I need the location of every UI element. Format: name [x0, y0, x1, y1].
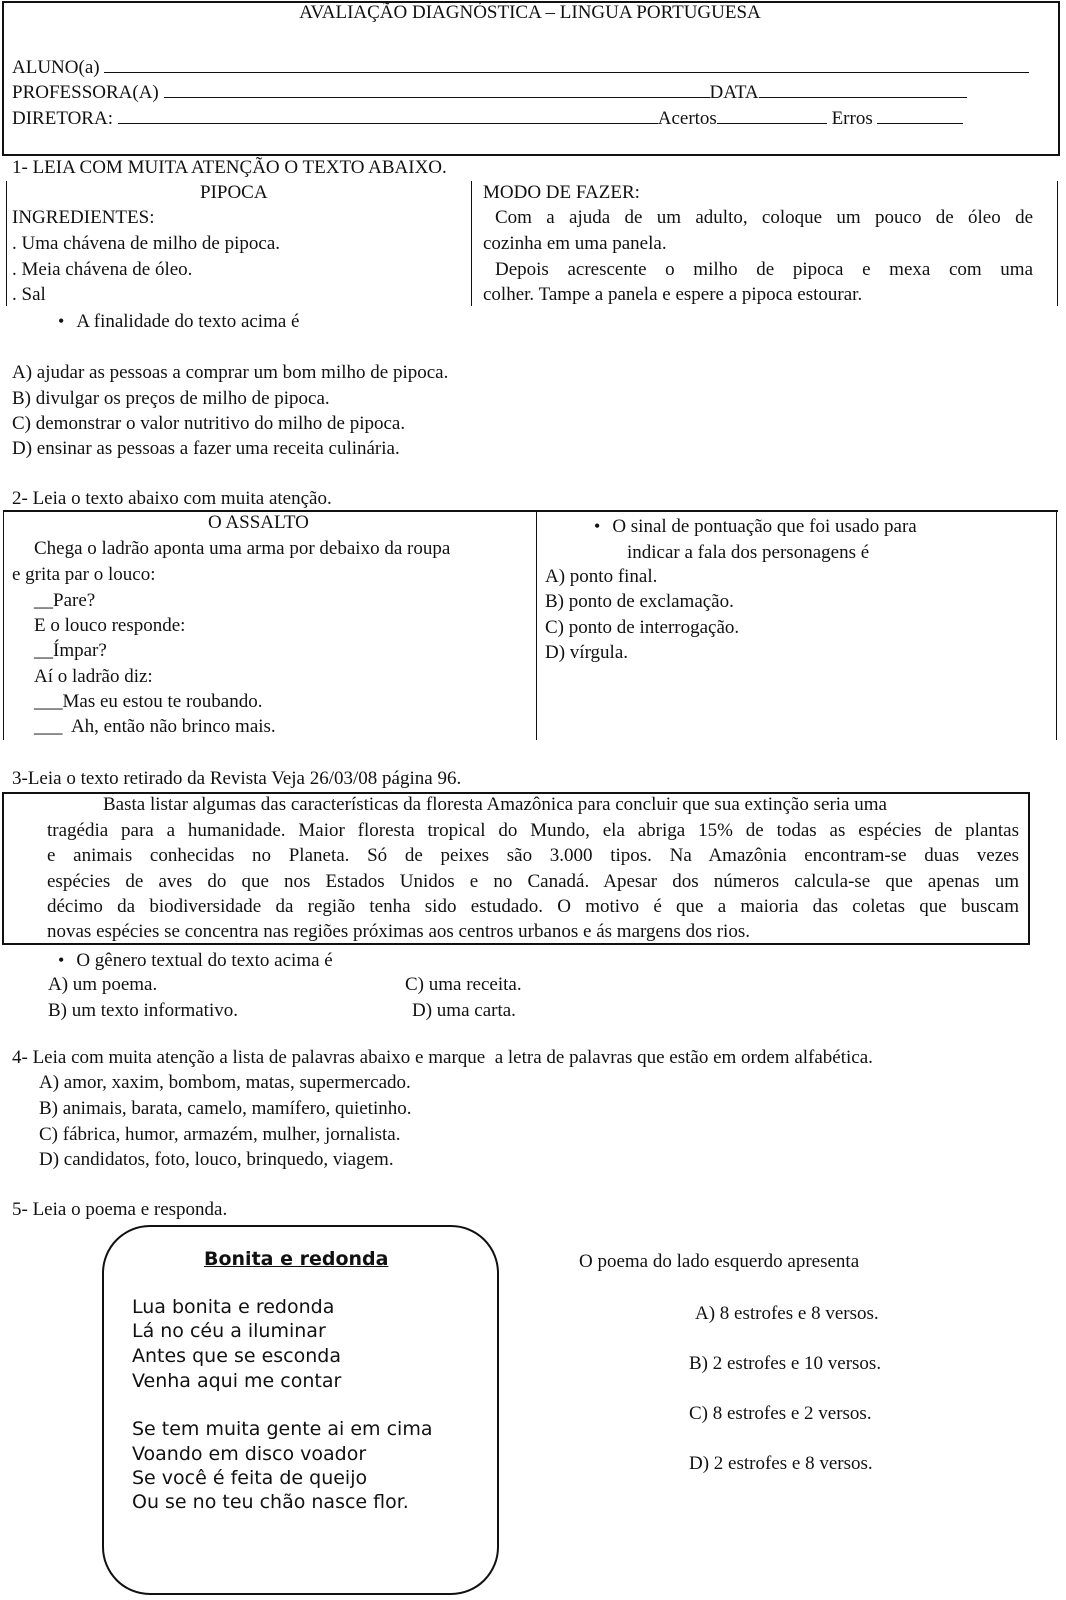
q1-right-rule: [1057, 181, 1058, 306]
q1-question: [58, 311, 299, 333]
article-line: espécies de aves do que nos Estados Unidos e no Canadá. Apesar dos números calcula-se que apenas um: [47, 871, 1019, 892]
q1-question-text: A finalidade do texto acima é: [76, 311, 300, 332]
ingredient-item: . Sal: [12, 284, 46, 305]
q2-mid-rule: [536, 510, 537, 740]
poem-verse: Voando em disco voador: [132, 1443, 367, 1465]
q5-option-b[interactable]: B) 2 estrofes e 10 versos.: [689, 1353, 882, 1374]
q3-option-c[interactable]: C) uma receita.: [405, 974, 522, 995]
q5-option-a[interactable]: A) 8 estrofes e 8 versos.: [695, 1303, 879, 1324]
ingredients-title: INGREDIENTES:: [12, 207, 155, 228]
professora-field[interactable]: [164, 79, 710, 98]
method-line: Com a ajuda de um adulto, coloque um pouco de óleo de: [495, 207, 1033, 228]
story-line: Aí o ladrão diz:: [34, 666, 153, 687]
method-line: cozinha em uma panela.: [483, 233, 667, 254]
article-line: e animais conhecidas no Planeta. Só de peixes são 3.000 tipos. Na Amazônia encontram-se duas vezes: [47, 845, 1019, 866]
acertos-field[interactable]: [717, 105, 827, 124]
data-field[interactable]: [759, 79, 967, 98]
q4-option-b[interactable]: B) animais, barata, camelo, mamífero, quietinho.: [39, 1098, 412, 1119]
q2-left-rule: [3, 510, 4, 740]
q2-instruction: 2- Leia o texto abaixo com muita atenção.: [12, 488, 332, 509]
q2-question: [594, 516, 917, 538]
q2-question-text: O sinal de pontuação que foi usado para: [612, 516, 917, 537]
aluno-label: ALUNO(a): [12, 57, 100, 78]
q2-right-rule: [1056, 510, 1057, 740]
article-line: tragédia para a humanidade. Maior floresta tropical do Mundo, ela abriga 15% de todas as espécies de plantas: [47, 820, 1019, 841]
q5-instruction: 5- Leia o poema e responda.: [12, 1199, 228, 1220]
ingredient-item: . Meia chávena de óleo.: [12, 259, 193, 280]
q1-option-c[interactable]: C) demonstrar o valor nutritivo do milho de pipoca.: [12, 413, 406, 434]
q2-top-rule: [3, 510, 1058, 512]
q4-option-d[interactable]: D) candidatos, foto, louco, brinquedo, viagem.: [39, 1149, 394, 1170]
q2-option-b[interactable]: B) ponto de exclamação.: [545, 591, 734, 612]
article-line: novas espécies se concentra nas regiões próximas aos centros urbanos e ás margens dos rios.: [47, 921, 750, 942]
q3-instruction: 3-Leia o texto retirado da Revista Veja 26/03/08 página 96.: [12, 768, 462, 789]
q3-option-b[interactable]: B) um texto informativo.: [48, 1000, 238, 1021]
story-line: ___Mas eu estou te roubando.: [34, 691, 263, 712]
poem-verse: Antes que se esconda: [132, 1345, 341, 1367]
erros-field[interactable]: [877, 105, 963, 124]
professora-row: [12, 79, 967, 104]
poem-verse: Se você é feita de queijo: [132, 1467, 368, 1489]
article-line: décimo da biodiversidade da região tenha sido estudado. O motivo é que a maioria das coletas que buscam: [47, 896, 1019, 917]
aluno-row: [12, 54, 1029, 79]
acertos-label: Acertos: [657, 108, 717, 129]
method-line: Depois acrescente o milho de pipoca e mexa com uma: [495, 259, 1033, 280]
professora-label: PROFESSORA(A): [12, 82, 159, 103]
q1-instruction: 1- LEIA COM MUITA ATENÇÃO O TEXTO ABAIXO.: [12, 157, 447, 178]
q1-option-b[interactable]: B) divulgar os preços de milho de pipoca.: [12, 388, 330, 409]
q3-question: [58, 950, 333, 972]
poem-verse: Venha aqui me contar: [132, 1370, 342, 1392]
story-line: E o louco responde:: [34, 615, 186, 636]
data-label: DATA: [709, 82, 759, 103]
q4-instruction: 4- Leia com muita atenção a lista de palavras abaixo e marque a letra de palavras que estão em ordem alfabética.: [12, 1047, 873, 1068]
q2-option-c[interactable]: C) ponto de interrogação.: [545, 617, 740, 638]
q2-option-d[interactable]: D) vírgula.: [545, 642, 629, 663]
page-title: AVALIAÇÃO DIAGNÓSTICA – LINGUA PORTUGUESA: [299, 2, 761, 23]
q1-mid-rule: [471, 181, 472, 306]
story-line: __Ímpar?: [34, 640, 107, 661]
article-line: Basta listar algumas das características da floresta Amazônica para concluir que sua extinção seria uma: [103, 794, 887, 815]
erros-label: Erros: [831, 108, 873, 129]
poem-box: [102, 1225, 499, 1595]
recipe-title: PIPOCA: [200, 182, 268, 203]
poem-verse: Ou se no teu chão nasce flor.: [132, 1491, 409, 1513]
q2-question-line2: indicar a fala dos personagens é: [627, 542, 870, 563]
q5-question: O poema do lado esquerdo apresenta: [579, 1251, 860, 1272]
q3-question-text: O gênero textual do texto acima é: [76, 950, 333, 971]
diretora-label: DIRETORA:: [12, 108, 113, 129]
method-title: MODO DE FAZER:: [483, 182, 640, 203]
diretora-row: [12, 105, 963, 130]
q1-left-rule: [6, 181, 7, 306]
ingredient-item: . Uma chávena de milho de pipoca.: [12, 233, 281, 254]
poem-title: Bonita e redonda: [204, 1248, 389, 1270]
q1-option-a[interactable]: A) ajudar as pessoas a comprar um bom milho de pipoca.: [12, 362, 449, 383]
q5-option-c[interactable]: C) 8 estrofes e 2 versos.: [689, 1403, 872, 1424]
poem-verse: Lua bonita e redonda: [132, 1296, 335, 1318]
poem-verse: Lá no céu a iluminar: [132, 1320, 326, 1342]
method-line: colher. Tampe a panela e espere a pipoca estourar.: [483, 284, 863, 305]
story-line: __Pare?: [34, 590, 96, 611]
story-title: O ASSALTO: [208, 512, 309, 533]
q3-option-a[interactable]: A) um poema.: [48, 974, 158, 995]
diretora-field[interactable]: [118, 105, 658, 124]
q4-option-a[interactable]: A) amor, xaxim, bombom, matas, supermercado.: [39, 1072, 411, 1093]
poem-verse: Se tem muita gente ai em cima: [132, 1418, 433, 1440]
q4-option-c[interactable]: C) fábrica, humor, armazém, mulher, jornalista.: [39, 1124, 401, 1145]
q5-option-d[interactable]: D) 2 estrofes e 8 versos.: [689, 1453, 873, 1474]
q3-option-d[interactable]: D) uma carta.: [412, 1000, 516, 1021]
story-line: Chega o ladrão aponta uma arma por debaixo da roupa: [34, 538, 451, 559]
story-line: e grita par o louco:: [12, 564, 156, 585]
q2-option-a[interactable]: A) ponto final.: [545, 566, 658, 587]
q1-option-d[interactable]: D) ensinar as pessoas a fazer uma receita culinária.: [12, 438, 400, 459]
aluno-field[interactable]: [104, 54, 1029, 73]
story-line: ___ Ah, então não brinco mais.: [34, 716, 276, 737]
